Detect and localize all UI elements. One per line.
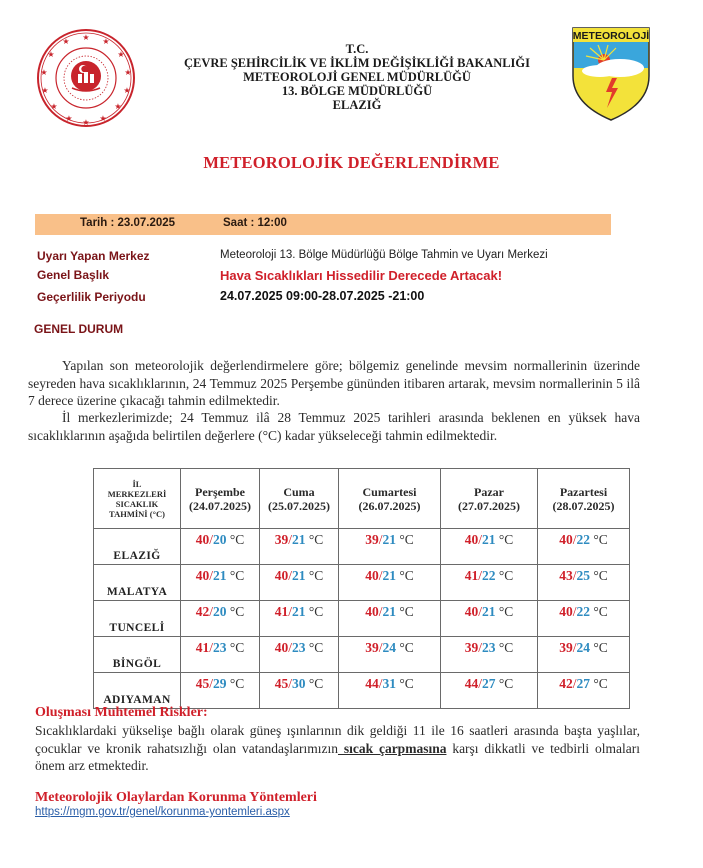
city-name: TUNCELİ — [94, 601, 181, 637]
table-row — [94, 637, 630, 673]
temperature-cell: 40/21 °C — [181, 565, 260, 601]
max-temp: 42 — [559, 676, 573, 691]
header-directorate: METEOROLOJİ GENEL MÜDÜRLÜĞÜ — [243, 70, 471, 84]
max-temp: 45 — [195, 676, 210, 691]
max-temp: 40 — [559, 532, 573, 547]
validity-value: 24.07.2025 09:00-28.07.2025 -21:00 — [220, 289, 425, 303]
svg-text:★: ★ — [47, 50, 55, 59]
table-row — [94, 529, 630, 565]
max-temp: 42 — [195, 604, 210, 619]
time-label: Saat : 12:00 — [223, 217, 287, 229]
min-temp: 21 — [291, 532, 306, 547]
min-temp: 27 — [576, 676, 590, 691]
min-temp: 21 — [382, 532, 396, 547]
issuer-label: Uyarı Yapan Merkez — [37, 249, 150, 263]
general-status-paragraph-2: İl merkezlerimizde; 24 Temmuz ilâ 28 Temmuz 2025 tarihleri arasında beklenen en yüksek hava sıcaklıklarının aşağıda belirtilen değerlere (°C) kadar yükseleceği tahmin edilmektedir. — [28, 410, 640, 443]
max-temp: 39 — [365, 532, 379, 547]
risks-paragraph: Sıcaklıklardaki yükselişe bağlı olarak güneş ışınlarının dik geldiği 11 ile 16 saatleri arasında başta yaşlılar, çocuklar ve kronik rahatsızlığı olan vatandaşlarımızın sıcak çarpmasına karşı dikkatli ve tedbirli olmaları önem arz etmektedir. — [35, 723, 640, 773]
svg-text:★: ★ — [50, 102, 58, 111]
temperature-cell: 44/31 °C — [339, 673, 441, 709]
header-region: 13. BÖLGE MÜDÜRLÜĞÜ — [281, 84, 433, 98]
max-temp: 41 — [274, 604, 289, 619]
min-temp: 21 — [481, 604, 496, 619]
unit-label: °C — [399, 676, 414, 691]
svg-text:★: ★ — [123, 86, 131, 95]
max-temp: 40 — [274, 640, 289, 655]
min-temp: 23 — [291, 640, 306, 655]
city-name: MALATYA — [94, 565, 181, 601]
max-temp: 44 — [464, 676, 479, 691]
temperature-forecast-table — [93, 468, 630, 709]
unit-label: °C — [498, 604, 514, 619]
svg-text:★: ★ — [82, 118, 90, 127]
temperature-cell: 40/20 °C — [181, 529, 260, 565]
day-header: Cumartesi (26.07.2025) — [339, 469, 441, 529]
unit-label: °C — [498, 640, 514, 655]
temperature-cell: 41/23 °C — [181, 637, 260, 673]
headline-label: Genel Başlık — [37, 268, 110, 282]
unit-label: °C — [399, 640, 414, 655]
document-title: METEOROLOJİK DEĞERLENDİRME — [203, 153, 500, 172]
header-city: ELAZIĞ — [332, 98, 382, 112]
unit-label: °C — [498, 568, 514, 583]
general-status-paragraph-1: Yapılan son meteorolojik değerlendirmelere göre; bölgemiz genelinde mevsim normallerinin üzerinde seyreden hava sıcaklıklarının, 24 Temmuz 2025 Perşembe gününden itibaren artarak, mevsim normallerinin 5 ilâ 7 derece üzerine çıkacağı tahmin edilmektedir. — [28, 358, 640, 408]
temperature-cell: 40/22 °C — [538, 529, 630, 565]
risks-heading: Oluşması Muhtemel Riskler: — [35, 705, 208, 720]
city-name: BİNGÖL — [94, 637, 181, 673]
svg-text:★: ★ — [41, 86, 49, 95]
header-text-block — [150, 42, 564, 112]
max-temp: 40 — [365, 568, 379, 583]
max-temp: 40 — [274, 568, 289, 583]
temperature-cell: 41/22 °C — [441, 565, 538, 601]
unit-label: °C — [593, 640, 608, 655]
unit-label: °C — [498, 532, 514, 547]
unit-label: °C — [229, 568, 245, 583]
temperature-cell: 41/21 °C — [260, 601, 339, 637]
max-temp: 40 — [365, 604, 379, 619]
svg-text:★: ★ — [65, 114, 73, 123]
corner-header: İL MERKEZLERİ SICAKLIK TAHMİNİ (°C) — [94, 469, 181, 529]
temperature-cell: 39/21 °C — [260, 529, 339, 565]
unit-label: °C — [308, 676, 324, 691]
unit-label: °C — [593, 604, 608, 619]
temperature-cell: 40/21 °C — [339, 601, 441, 637]
day-header: Pazar (27.07.2025) — [441, 469, 538, 529]
table-header-row — [94, 469, 630, 529]
temperature-cell: 40/21 °C — [260, 565, 339, 601]
unit-label: °C — [593, 676, 608, 691]
svg-text:★: ★ — [114, 102, 122, 111]
min-temp: 21 — [291, 568, 306, 583]
ministry-seal-logo — [36, 28, 136, 128]
temperature-cell: 39/24 °C — [339, 637, 441, 673]
unit-label: °C — [593, 568, 608, 583]
header-ministry: ÇEVRE ŞEHİRCİLİK VE İKLİM DEĞİŞİKLİĞİ BAKANLIĞI — [183, 56, 531, 70]
heatstroke-emphasis: sıcak çarpmasına — [337, 740, 447, 756]
min-temp: 22 — [576, 604, 590, 619]
unit-label: °C — [593, 532, 608, 547]
temperature-cell: 40/21 °C — [441, 601, 538, 637]
min-temp: 24 — [382, 640, 396, 655]
date-bar — [35, 214, 611, 235]
unit-label: °C — [399, 604, 414, 619]
temperature-cell: 40/22 °C — [538, 601, 630, 637]
temperature-cell: 40/21 °C — [441, 529, 538, 565]
table-row — [94, 673, 630, 709]
unit-label: °C — [308, 640, 324, 655]
svg-text:METEOROLOJİ: METEOROLOJİ — [572, 30, 650, 42]
table-row — [94, 601, 630, 637]
protection-heading: Meteorolojik Olaylardan Korunma Yöntemleri — [35, 790, 317, 805]
issuer-value: Meteoroloji 13. Bölge Müdürlüğü Bölge Tahmin ve Uyarı Merkezi — [220, 249, 548, 261]
unit-label: °C — [229, 676, 245, 691]
city-name: ADIYAMAN — [94, 673, 181, 709]
max-temp: 45 — [274, 676, 289, 691]
temperature-cell: 39/24 °C — [538, 637, 630, 673]
min-temp: 25 — [576, 568, 590, 583]
min-temp: 31 — [382, 676, 396, 691]
min-temp: 21 — [382, 568, 396, 583]
max-temp: 40 — [195, 532, 210, 547]
max-temp: 39 — [365, 640, 379, 655]
max-temp: 44 — [365, 676, 379, 691]
unit-label: °C — [498, 676, 514, 691]
max-temp: 41 — [195, 640, 210, 655]
day-header: Perşembe (24.07.2025) — [181, 469, 260, 529]
min-temp: 21 — [481, 532, 496, 547]
max-temp: 39 — [464, 640, 479, 655]
min-temp: 21 — [291, 604, 306, 619]
svg-text:★: ★ — [117, 50, 125, 59]
min-temp: 29 — [212, 676, 227, 691]
max-temp: 40 — [195, 568, 210, 583]
min-temp: 24 — [576, 640, 590, 655]
general-status-heading: GENEL DURUM — [34, 322, 124, 336]
svg-text:★: ★ — [102, 37, 110, 46]
unit-label: °C — [308, 532, 324, 547]
max-temp: 39 — [274, 532, 289, 547]
temperature-cell: 39/21 °C — [339, 529, 441, 565]
min-temp: 20 — [212, 532, 227, 547]
temperature-cell: 44/27 °C — [441, 673, 538, 709]
protection-link[interactable]: https://mgm.gov.tr/genel/korunma-yontemleri.aspx — [35, 806, 290, 818]
date-label: Tarih : 23.07.2025 — [80, 217, 176, 229]
svg-text:★: ★ — [99, 114, 107, 123]
day-header: Pazartesi (28.07.2025) — [538, 469, 630, 529]
max-temp: 40 — [464, 604, 479, 619]
svg-text:★: ★ — [62, 37, 70, 46]
validity-label: Geçerlilik Periyodu — [37, 290, 146, 304]
temperature-cell: 40/23 °C — [260, 637, 339, 673]
unit-label: °C — [399, 532, 414, 547]
table-row — [94, 565, 630, 601]
unit-label: °C — [229, 604, 245, 619]
temperature-cell: 45/29 °C — [181, 673, 260, 709]
max-temp: 39 — [559, 640, 573, 655]
min-temp: 22 — [481, 568, 496, 583]
unit-label: °C — [229, 532, 245, 547]
min-temp: 30 — [291, 676, 306, 691]
unit-label: °C — [308, 568, 324, 583]
temperature-cell: 42/20 °C — [181, 601, 260, 637]
unit-label: °C — [229, 640, 245, 655]
min-temp: 21 — [212, 568, 227, 583]
unit-label: °C — [308, 604, 324, 619]
min-temp: 27 — [481, 676, 496, 691]
header-tc: T.C. — [345, 42, 369, 56]
svg-text:★: ★ — [40, 68, 48, 77]
svg-text:★: ★ — [124, 68, 132, 77]
meteoroloji-shield-logo — [570, 26, 652, 122]
day-header: Cuma (25.07.2025) — [260, 469, 339, 529]
headline-value: Hava Sıcaklıkları Hissedilir Derecede Artacak! — [220, 268, 503, 283]
temperature-cell: 39/23 °C — [441, 637, 538, 673]
min-temp: 20 — [212, 604, 227, 619]
min-temp: 23 — [481, 640, 496, 655]
max-temp: 40 — [464, 532, 479, 547]
min-temp: 22 — [576, 532, 590, 547]
max-temp: 41 — [464, 568, 479, 583]
unit-label: °C — [399, 568, 414, 583]
temperature-cell: 43/25 °C — [538, 565, 630, 601]
temperature-cell: 40/21 °C — [339, 565, 441, 601]
min-temp: 23 — [212, 640, 227, 655]
temperature-cell: 45/30 °C — [260, 673, 339, 709]
max-temp: 40 — [559, 604, 573, 619]
svg-text:★: ★ — [82, 33, 90, 42]
max-temp: 43 — [559, 568, 573, 583]
city-name: ELAZIĞ — [94, 529, 181, 565]
min-temp: 21 — [382, 604, 396, 619]
temperature-cell: 42/27 °C — [538, 673, 630, 709]
